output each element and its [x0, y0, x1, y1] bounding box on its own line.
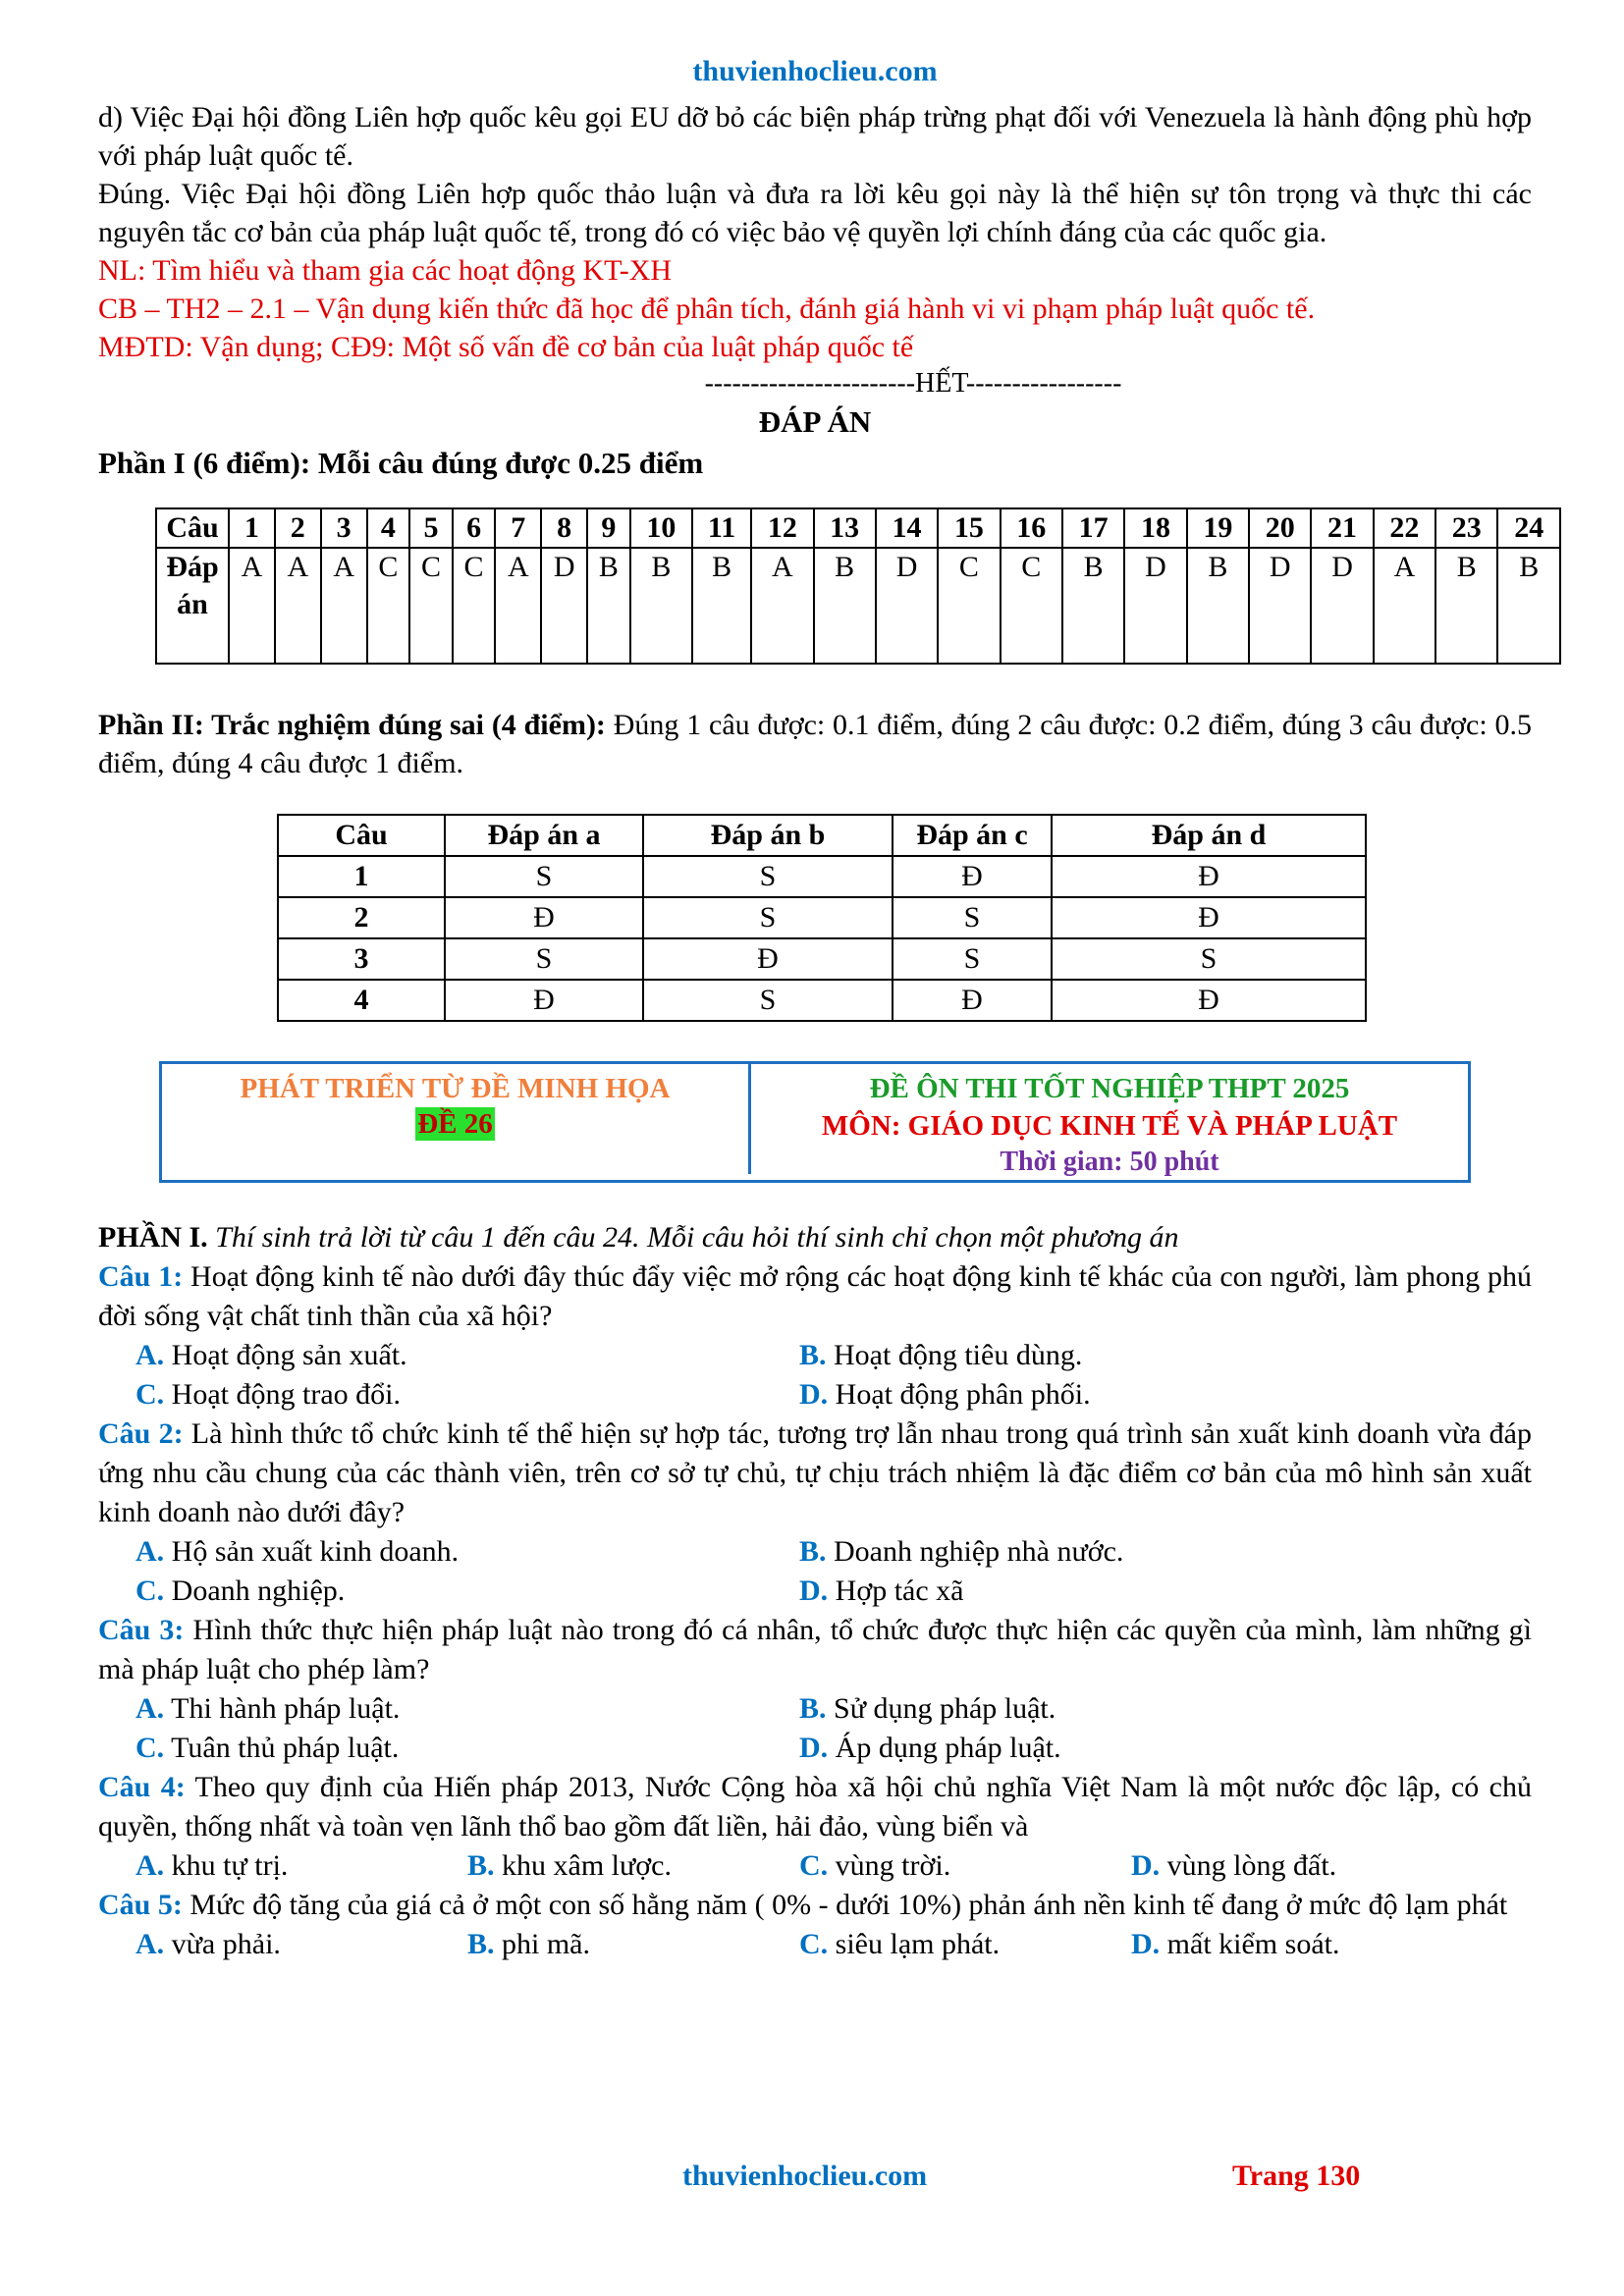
table2-header: Đáp án a [445, 815, 643, 856]
exam-duration: Thời gian: 50 phút [1000, 1147, 1219, 1177]
table-cell-answer: D [1249, 548, 1311, 664]
question-number: Câu 3: [98, 1614, 185, 1646]
option-text: Hoạt động sản xuất. [164, 1339, 407, 1371]
option-letter: C. [135, 1732, 165, 1764]
option [1131, 1846, 1463, 1886]
header-site: thuvienhoclieu.com [692, 55, 938, 87]
table-cell-answer: A [751, 548, 813, 664]
table-cell-question-number: 14 [876, 508, 938, 548]
question-3-options [98, 1689, 1532, 1768]
table2-header: Đáp án d [1052, 815, 1366, 856]
exam-box-right [751, 1064, 1468, 1180]
option-text: Thi hành pháp luật. [164, 1692, 401, 1725]
option [467, 1846, 799, 1886]
row-label-dapan: Đáp án [156, 548, 229, 664]
table-cell-answer: B [692, 548, 751, 664]
table2-cell: S [893, 938, 1052, 980]
table-row [278, 897, 1366, 938]
table-cell-question-number: 20 [1249, 508, 1311, 548]
table-cell-question-number: 6 [453, 508, 496, 548]
option-letter: C. [799, 1928, 829, 1960]
table-cell-question-number: 10 [630, 508, 692, 548]
option-letter: A. [135, 1692, 165, 1725]
question-1 [98, 1257, 1532, 1336]
option-text: vùng lòng đất. [1160, 1849, 1337, 1882]
question-number: Câu 2: [98, 1417, 184, 1450]
table2-cell: Đ [893, 856, 1052, 897]
option-text: siêu lạm phát. [828, 1928, 1001, 1960]
option-text: Sử dụng pháp luật. [826, 1692, 1056, 1725]
option [799, 1375, 1463, 1415]
table-cell-question-number: 2 [275, 508, 321, 548]
table-cell-question-number: 4 [367, 508, 410, 548]
option-letter: A. [135, 1535, 165, 1568]
table-cell-answer: C [1001, 548, 1062, 664]
option-text: Hoạt động trao đổi. [164, 1378, 401, 1411]
table2-cell: Đ [445, 897, 643, 938]
table-cell-question-number: 17 [1062, 508, 1124, 548]
option-letter: B. [799, 1339, 827, 1371]
table2-cell: S [445, 938, 643, 980]
option [135, 1689, 799, 1729]
option-letter: D. [799, 1378, 829, 1411]
question-number: Câu 4: [98, 1771, 186, 1803]
option [799, 1689, 1463, 1729]
question-5 [98, 1886, 1532, 1925]
mdtd-line: MĐTD: Vận dụng; CĐ9: Một số vấn đề cơ bản của luật pháp quốc tế [98, 331, 914, 363]
table-cell-answer: C [938, 548, 1000, 664]
option-letter: B. [799, 1535, 827, 1568]
table2-cell: Đ [1052, 897, 1366, 938]
table2-cell: Đ [1052, 980, 1366, 1021]
table2-header: Đáp án c [893, 815, 1052, 856]
option [135, 1572, 799, 1611]
option-text: Tuân thủ pháp luật. [164, 1732, 400, 1764]
option [799, 1925, 1131, 1964]
table2-cell: Đ [893, 980, 1052, 1021]
table-cell-answer: B [587, 548, 630, 664]
option [135, 1336, 799, 1375]
table-cell-answer: D [1311, 548, 1373, 664]
exam-subject: MÔN: GIÁO DỤC KINH TẾ VÀ PHÁP LUẬT [821, 1110, 1398, 1142]
document-page [98, 55, 1544, 1964]
table2-cell: S [445, 856, 643, 897]
part-i-text: Thí sinh trả lời từ câu 1 đến câu 24. Mỗi câu hỏi thí sinh chỉ chọn một phương án [207, 1221, 1179, 1254]
table-cell-answer: A [1374, 548, 1435, 664]
nl-line: NL: Tìm hiểu và tham gia các hoạt động KT-XH [98, 254, 673, 287]
question-text: Theo quy định của Hiến pháp 2013, Nước Cộng hòa xã hội chủ nghĩa Việt Nam là một nước độc lập, có chủ quyền, thống nhất và toàn vẹn lãnh thổ bao gồm đất liền, hải đảo, vùng biển và [98, 1771, 1532, 1842]
table-cell-answer: B [1062, 548, 1124, 664]
table-cell-question-number: 9 [587, 508, 630, 548]
table-cell-question-number: 21 [1311, 508, 1373, 548]
option-letter: B. [467, 1928, 495, 1960]
table-row [278, 856, 1366, 897]
table-cell-question-number: 18 [1124, 508, 1186, 548]
option-letter: C. [135, 1378, 165, 1411]
table-cell-answer: B [1187, 548, 1249, 664]
option-letter: A. [135, 1928, 165, 1960]
option-text: phi mã. [494, 1928, 591, 1960]
option-letter: C. [799, 1849, 829, 1882]
table-cell-answer: B [630, 548, 692, 664]
table-cell-question-number: 12 [751, 508, 813, 548]
answer-table-part1 [155, 507, 1561, 665]
option [799, 1729, 1463, 1768]
option [799, 1336, 1463, 1375]
table-cell-question-number: 24 [1497, 508, 1560, 548]
table-row [278, 938, 1366, 980]
option-letter: D. [1131, 1928, 1161, 1960]
option-text: mất kiểm soát. [1160, 1928, 1340, 1960]
row-label-cau: Câu [156, 508, 229, 548]
cb-line: CB – TH2 – 2.1 – Vận dụng kiến thức đã học để phân tích, đánh giá hành vi vi phạm pháp luật quốc tế. [98, 293, 1316, 325]
answer-table-part2 [277, 814, 1367, 1022]
table2-cell: 3 [278, 938, 445, 980]
option-text: Doanh nghiệp nhà nước. [826, 1535, 1124, 1568]
exam-source: PHÁT TRIỂN TỪ ĐỀ MINH HỌA [240, 1073, 671, 1104]
question-text: Hoạt động kinh tế nào dưới đây thúc đẩy việc mở rộng các hoạt động kinh tế khác của con người, làm phong phú đời sống vật chất tinh thần của xã hội? [98, 1260, 1532, 1332]
exam-box-left [162, 1064, 751, 1174]
question-4-options [98, 1846, 1532, 1886]
table-cell-answer: D [541, 548, 587, 664]
option [467, 1925, 799, 1964]
option-letter: C. [135, 1575, 165, 1607]
table2-cell: Đ [643, 938, 893, 980]
table2-cell: S [893, 897, 1052, 938]
table-cell-question-number: 3 [321, 508, 367, 548]
table-cell-answer: A [229, 548, 275, 664]
table2-header-row [278, 815, 1366, 856]
table-row-numbers [156, 508, 1560, 548]
table2-cell: 4 [278, 980, 445, 1021]
option [1131, 1925, 1463, 1964]
option-text: khu tự trị. [164, 1849, 289, 1882]
table2-cell: Đ [1052, 856, 1366, 897]
table-cell-question-number: 15 [938, 508, 1000, 548]
option-letter: D. [799, 1575, 829, 1607]
table-cell-question-number: 5 [409, 508, 453, 548]
question-text: Mức độ tăng của giá cả ở một con số hằng năm ( 0% - dưới 10%) phản ánh nền kinh tế đang ở mức độ lạm phát [182, 1889, 1508, 1921]
table-cell-question-number: 22 [1374, 508, 1435, 548]
table2-header: Đáp án b [643, 815, 893, 856]
end-marker: -----------------------HẾT----------------- [704, 368, 1122, 399]
table-cell-answer: A [495, 548, 541, 664]
table-cell-answer: A [321, 548, 367, 664]
table2-cell: Đ [445, 980, 643, 1021]
option [135, 1532, 799, 1572]
exam-code: ĐỀ 26 [417, 1108, 493, 1140]
part2-heading: Phần II: Trắc nghiệm đúng sai (4 điểm): [98, 709, 606, 741]
option-text: vừa phải. [164, 1928, 281, 1960]
table-cell-answer: B [1435, 548, 1497, 664]
table-cell-question-number: 7 [495, 508, 541, 548]
option-text: Hộ sản xuất kinh doanh. [164, 1535, 460, 1568]
option [799, 1846, 1131, 1886]
table-cell-answer: D [1124, 548, 1186, 664]
table-cell-answer: B [814, 548, 876, 664]
footer-site: thuvienhoclieu.com [682, 2160, 928, 2192]
option-letter: A. [135, 1339, 165, 1371]
d-answer: Đúng. Việc Đại hội đồng Liên hợp quốc thảo luận và đưa ra lời kêu gọi này là thể hiện sự tôn trọng và thực thi các nguyên tắc cơ bản của pháp luật quốc tế, trong đó có việc bảo vệ quyền lợi chính đáng của các quốc gia. [98, 178, 1532, 248]
option [799, 1532, 1463, 1572]
table-cell-question-number: 13 [814, 508, 876, 548]
option-text: Hoạt động phân phối. [828, 1378, 1091, 1411]
exam-title: ĐỀ ÔN THI TỐT NGHIỆP THPT 2025 [869, 1073, 1350, 1104]
table-row-answers [156, 548, 1560, 664]
option-text: Hợp tác xã [828, 1575, 964, 1607]
question-4 [98, 1768, 1532, 1846]
table-row [278, 980, 1366, 1021]
table-cell-answer: C [409, 548, 453, 664]
table-cell-question-number: 1 [229, 508, 275, 548]
table-cell-answer: C [453, 548, 496, 664]
option-letter: D. [799, 1732, 829, 1764]
option-text: Doanh nghiệp. [164, 1575, 346, 1607]
option [799, 1572, 1463, 1611]
question-text: Hình thức thực hiện pháp luật nào trong đó cá nhân, tổ chức được thực hiện các quyền của mình, làm những gì mà pháp luật cho phép làm? [98, 1614, 1533, 1685]
question-1-options [98, 1336, 1532, 1415]
table2-cell: S [643, 897, 893, 938]
table-cell-question-number: 16 [1001, 508, 1062, 548]
table-cell-question-number: 11 [692, 508, 751, 548]
option-text: khu xâm lược. [494, 1849, 672, 1882]
option-text: Hoạt động tiêu dùng. [826, 1339, 1083, 1371]
table2-cell: 2 [278, 897, 445, 938]
question-number: Câu 5: [98, 1889, 183, 1921]
question-2-options [98, 1532, 1532, 1611]
table2-header: Câu [278, 815, 445, 856]
table-cell-answer: D [876, 548, 938, 664]
question-2 [98, 1415, 1532, 1532]
d-statement: d) Việc Đại hội đồng Liên hợp quốc kêu gọi EU dỡ bỏ các biện pháp trừng phạt đối với Venezuela là hành động phù hợp với pháp luật quốc tế. [98, 101, 1532, 172]
table2-cell: S [1052, 938, 1366, 980]
option-letter: A. [135, 1849, 165, 1882]
table2-cell: S [643, 856, 893, 897]
page-number: Trang 130 [1232, 2160, 1361, 2192]
part1-heading: Phần I (6 điểm): Mỗi câu đúng được 0.25 điểm [98, 446, 704, 480]
option-text: Áp dụng pháp luật. [828, 1732, 1061, 1764]
table-cell-answer: C [367, 548, 410, 664]
question-text: Là hình thức tổ chức kinh tế thể hiện sự hợp tác, tương trợ lẫn nhau trong quá trình sản xuất kinh doanh vừa đáp ứng nhu cầu chung của các thành viên, trên cơ sở tự chủ, tự chịu trách nhiệm là đặc điểm cơ bản của mô hình sản xuất kinh doanh nào dưới đây? [98, 1417, 1533, 1528]
part2-desc: Đúng 1 câu được: 0.1 điểm, đúng 2 câu được: 0.2 điểm, đúng 3 câu được: 0.5 điểm, đúng 4 câu được 1 điểm. [98, 709, 1532, 779]
option [135, 1925, 467, 1964]
option [135, 1729, 799, 1768]
table-cell-answer: B [1497, 548, 1560, 664]
question-3 [98, 1611, 1532, 1689]
table-cell-question-number: 23 [1435, 508, 1497, 548]
table-cell-question-number: 8 [541, 508, 587, 548]
table2-cell: S [643, 980, 893, 1021]
exam-header-box [159, 1061, 1471, 1183]
table-cell-answer: A [275, 548, 321, 664]
question-5-options [98, 1925, 1532, 1964]
question-number: Câu 1: [98, 1260, 184, 1293]
part-i-lead: PHẦN I. [98, 1221, 208, 1254]
part-i-instruction [98, 1218, 1532, 1257]
option-letter: B. [467, 1849, 495, 1882]
table2-cell: 1 [278, 856, 445, 897]
answers-title: ĐÁP ÁN [758, 404, 872, 439]
part2-text [98, 706, 1532, 782]
option-letter: D. [1131, 1849, 1161, 1882]
option [135, 1375, 799, 1415]
option [135, 1846, 467, 1886]
table-cell-question-number: 19 [1187, 508, 1249, 548]
option-letter: B. [799, 1692, 827, 1725]
option-text: vùng trời. [828, 1849, 951, 1882]
